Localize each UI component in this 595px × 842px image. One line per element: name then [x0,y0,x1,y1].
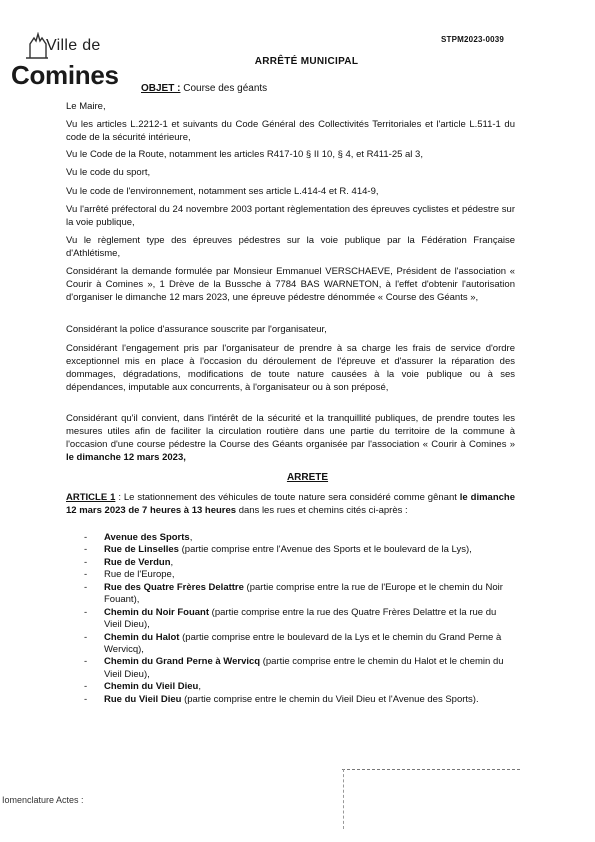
article-1-text-a: : Le stationnement des véhicules de toute nature sera considéré comme gênant [115,492,460,503]
list-dash: - [84,606,88,618]
paragraph-vu-code-route: Vu le Code de la Route, notamment les articles R417-10 § II 10, § 4, et R411-25 al 3, [66,149,423,160]
street-name: Chemin du Halot [104,631,180,643]
street-detail: Rue de l'Europe, [104,569,175,581]
street-name: Chemin du Noir Fouant [104,606,210,618]
signature-divider-vertical [343,769,344,829]
paragraph-considerant-engagement: Considérant l'engagement pris par l'organisateur de prendre à sa charge les frais de service d'ordre exceptionnel mis en place à l'occasion du déroulement de l'épreuve et d'assurer la réparation des dommages, dégradations, modifications de toute nature causées à la voie publique ou à ses dépendances, imputable aux concurrents, à l'organisateur ou à son préposé, [66,343,515,393]
street-detail: , [189,532,193,543]
street-detail: (partie comprise entre la rue de l'Europe et le chemin du Noir Fouant), [104,581,503,606]
street-name: Rue des Quatre Frères Delattre [104,581,244,593]
considerant-securite-text: Considérant qu'il convient, dans l'intérêt de la sécurité et la tranquillité publiques, de prendre toutes les mesures utiles afin de faciliter la circulation routière dans une partie du territoire de la commune à l'occasion d'une course pédestre la Course des Géants organisée par l'association « Courir à Comines » [66,413,515,450]
logo-comines: Comines [11,60,119,90]
list-item [84,569,516,581]
article-1-label: ARTICLE 1 [66,492,116,503]
paragraph-vu-arrete-prefectoral: Vu l'arrêté préfectoral du 24 novembre 2003 portant règlementation des épreuves cyclistes et pédestre sur la voie publique, [66,204,515,228]
street-detail: (partie comprise entre le chemin du Vieil Dieu et l'Avenue des Sports). [181,693,479,705]
article-1 [66,491,515,517]
list-item [84,681,516,693]
street-name: Chemin du Grand Perne à Wervicq [104,656,261,668]
list-dash: - [84,631,88,643]
list-dash: - [84,581,88,593]
document-reference: STPM2023-0039 [441,35,505,44]
paragraph-considerant-assurance: Considérant la police d'assurance souscrite par l'organisateur, [66,324,327,335]
article-1-date: le dimanche 12 mars 2023 de 7 heures à 13 heures [66,492,515,516]
street-name: Rue de Linselles [104,544,179,556]
street-name: Rue de Verdun [104,556,171,568]
list-item [84,632,516,657]
list-dash: - [84,569,88,581]
street-detail: (partie comprise entre le boulevard de la Lys et le chemin du Grand Perne à Wervicq), [104,631,502,655]
street-detail: , [170,556,174,568]
list-item [84,557,516,569]
page-title: ARRÊTÉ MUNICIPAL [254,56,359,67]
list-dash: - [84,556,88,568]
list-dash: - [84,532,88,543]
street-list [84,532,516,706]
street-detail: (partie comprise entre le chemin du Halot et le chemin du Vieil Dieu), [104,656,504,680]
paragraph-considerant-securite [66,412,515,464]
objet-label: OBJET : [141,83,181,94]
list-dash: - [84,656,88,668]
paragraph-maire: Le Maire, [66,101,106,112]
paragraph-vu-cgct: Vu les articles L.2212-1 et suivants du Code Général des Collectivités Territoriales et l'article L.511-1 du code de la sécurité intérieure, [66,119,515,143]
street-name: Chemin du Vieil Dieu [104,681,199,693]
article-1-text-b: dans les rues et chemins cités ci-après : [236,505,408,516]
street-detail: , [198,681,201,693]
list-item [84,656,516,681]
paragraph-vu-code-environnement: Vu le code de l'environnement, notamment ses article L.414-4 et R. 414-9, [66,186,379,197]
list-item [84,694,516,706]
street-name: Avenue des Sports [104,532,190,543]
arrete-heading: ARRETE [286,472,329,483]
objet-text: Course des géants [180,83,268,94]
considerant-securite-date: le dimanche 12 mars 2023, [66,452,186,463]
logo-ville-de: Ville de [46,37,101,54]
list-dash: - [84,681,88,693]
signature-divider [342,769,520,770]
footer-nomenclature: Iomenclature Actes : [2,795,84,805]
paragraph-vu-reglement-type: Vu le règlement type des épreuves pédestres sur la voie publique par la Fédération Française d'Athlétisme, [66,235,515,259]
street-name: Rue du Vieil Dieu [104,693,182,705]
list-dash: - [84,693,88,705]
list-dash: - [84,544,88,556]
paragraph-vu-code-sport: Vu le code du sport, [66,167,151,178]
paragraph-considerant-demande: Considérant la demande formulée par Monsieur Emmanuel VERSCHAEVE, Président de l'association « Courir à Comines », 1 Drève de la Bussche à 7784 BAS WARNETON, à l'effet d'obtenir l'autorisation d'organiser le dimanche 12 mars 2023, une épreuve pédestre dénommée « Course des Géants », [66,266,515,303]
list-item [84,532,516,544]
street-detail: (partie comprise entre l'Avenue des Sports et le boulevard de la Lys), [178,544,472,556]
list-item [84,582,516,607]
street-detail: (partie comprise entre la rue des Quatre Frères Delattre et la rue du Vieil Dieu), [104,606,497,631]
list-item [84,544,516,556]
objet-line [141,83,267,94]
list-item [84,607,516,632]
